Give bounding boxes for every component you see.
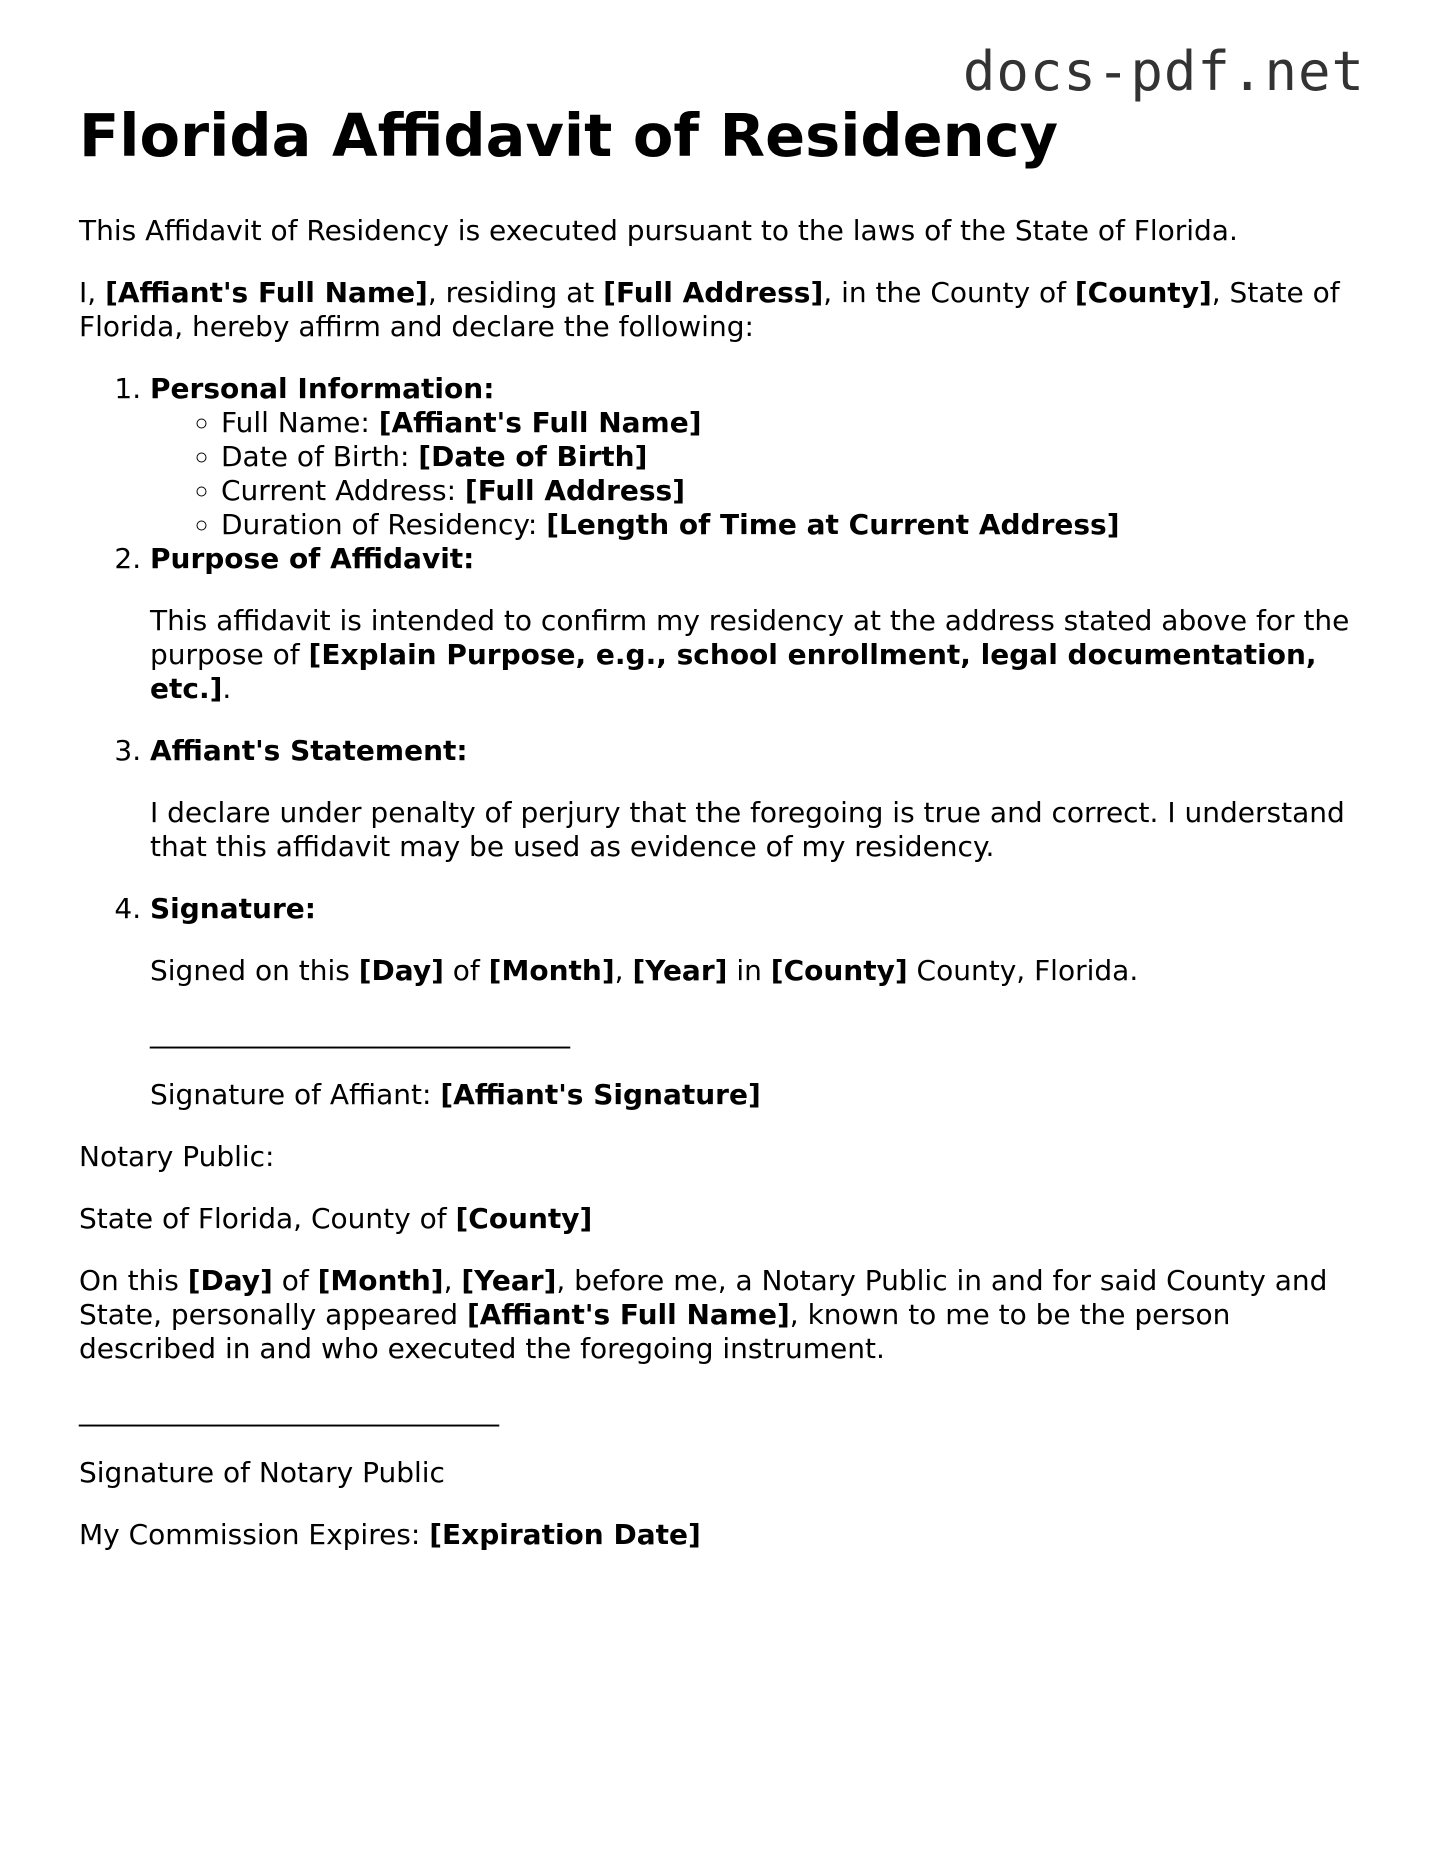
purpose-paragraph [150, 604, 1369, 706]
document-body [79, 100, 1369, 1580]
notary-heading: Notary Public: [79, 1140, 275, 1173]
declaration-text: , State of Florida, hereby affirm and declare the following: [79, 276, 1340, 343]
notary-venue [79, 1202, 1369, 1236]
affiant-name-field: [Affiant's Full Name] [105, 276, 428, 309]
day-field: [Day] [358, 954, 444, 987]
county-field: [County] [1074, 276, 1212, 309]
month-field: [Month] [488, 954, 615, 987]
section-affiant-statement [150, 734, 1369, 864]
notary-acknowledgment [79, 1264, 1369, 1366]
affiant-name-field: [Affiant's Full Name] [466, 1298, 790, 1331]
section-personal-information [150, 372, 1369, 542]
sections-list [79, 372, 1369, 1112]
ack-text: , [443, 1264, 462, 1297]
section-purpose [150, 542, 1369, 706]
section-signature [150, 892, 1369, 1112]
section-title: 3. Affiant's Statement: [150, 734, 468, 767]
signed-on-paragraph [150, 954, 1369, 988]
list-item [221, 508, 1369, 542]
expiration-date-field: [Expiration Date] [429, 1518, 701, 1551]
signed-text: , [614, 954, 633, 987]
ack-text: , before me, a Notary Public in and for said County and State, personally appeared [79, 1264, 1328, 1331]
commission-expires [79, 1518, 1369, 1552]
signed-text: of [443, 954, 489, 987]
ack-text: On this [79, 1264, 188, 1297]
signed-text: in [727, 954, 771, 987]
county-field: [County] [770, 954, 908, 987]
notary-signature-caption: Signature of Notary Public [79, 1456, 445, 1489]
list-item [221, 406, 1369, 440]
signature-field: [Affiant's Signature] [440, 1078, 761, 1111]
year-field: [Year] [632, 954, 728, 987]
declaration-text: I, [79, 276, 106, 309]
section-title: 4. Signature: [150, 892, 316, 925]
purpose-text: . [222, 672, 232, 705]
venue-label: State of Florida, County of [79, 1202, 456, 1235]
field-value: [Length of Time at Current Address] [546, 508, 1120, 541]
signed-text: Signed on this [150, 954, 359, 987]
declaration-text: , in the County of [823, 276, 1075, 309]
intro-paragraph: This Affidavit of Residency is executed pursuant to the laws of the State of Florida. [79, 214, 1238, 247]
purpose-field: [Explain Purpose, e.g., school enrollment, legal documentation, etc.] [150, 638, 1317, 705]
document-title: Florida Affidavit of Residency [79, 101, 1059, 170]
affiant-signature-line: ______________________________ [150, 1016, 570, 1049]
field-value: [Full Address] [464, 474, 685, 507]
address-field: [Full Address] [603, 276, 824, 309]
month-field: [Month] [317, 1264, 444, 1297]
ack-text: , known to me to be the person described in and who executed the foregoing instrument. [79, 1298, 1231, 1365]
ack-text: of [272, 1264, 318, 1297]
field-value: [Date of Birth] [418, 440, 648, 473]
section-title: 1. Personal Information: [150, 372, 495, 405]
expires-label: My Commission Expires: [79, 1518, 430, 1551]
field-label: Full Name: [221, 406, 379, 439]
day-field: [Day] [187, 1264, 273, 1297]
signed-text: County, Florida. [907, 954, 1139, 987]
county-field: [County] [455, 1202, 593, 1235]
declaration-text: , residing at [427, 276, 604, 309]
signature-label: Signature of Affiant: [150, 1078, 441, 1111]
declaration-paragraph [79, 276, 1369, 344]
field-value: [Affiant's Full Name] [378, 406, 702, 439]
notary-signature-line: ______________________________ [79, 1394, 499, 1427]
field-label: Date of Birth: [221, 440, 419, 473]
section-title: 2. Purpose of Affidavit: [150, 542, 475, 575]
purpose-text: This affidavit is intended to confirm my residency at the address stated above for the purpose of [150, 604, 1350, 671]
statement-paragraph: I declare under penalty of perjury that the foregoing is true and correct. I understand that this affidavit may be used as evidence of my residency. [150, 796, 1345, 863]
watermark: docs-pdf.net [962, 40, 1365, 103]
affiant-signature-caption [150, 1078, 1369, 1112]
personal-info-list [150, 406, 1369, 542]
field-label: Duration of Residency: [221, 508, 547, 541]
year-field: [Year] [461, 1264, 557, 1297]
list-item [221, 440, 1369, 474]
field-label: Current Address: [221, 474, 465, 507]
list-item [221, 474, 1369, 508]
